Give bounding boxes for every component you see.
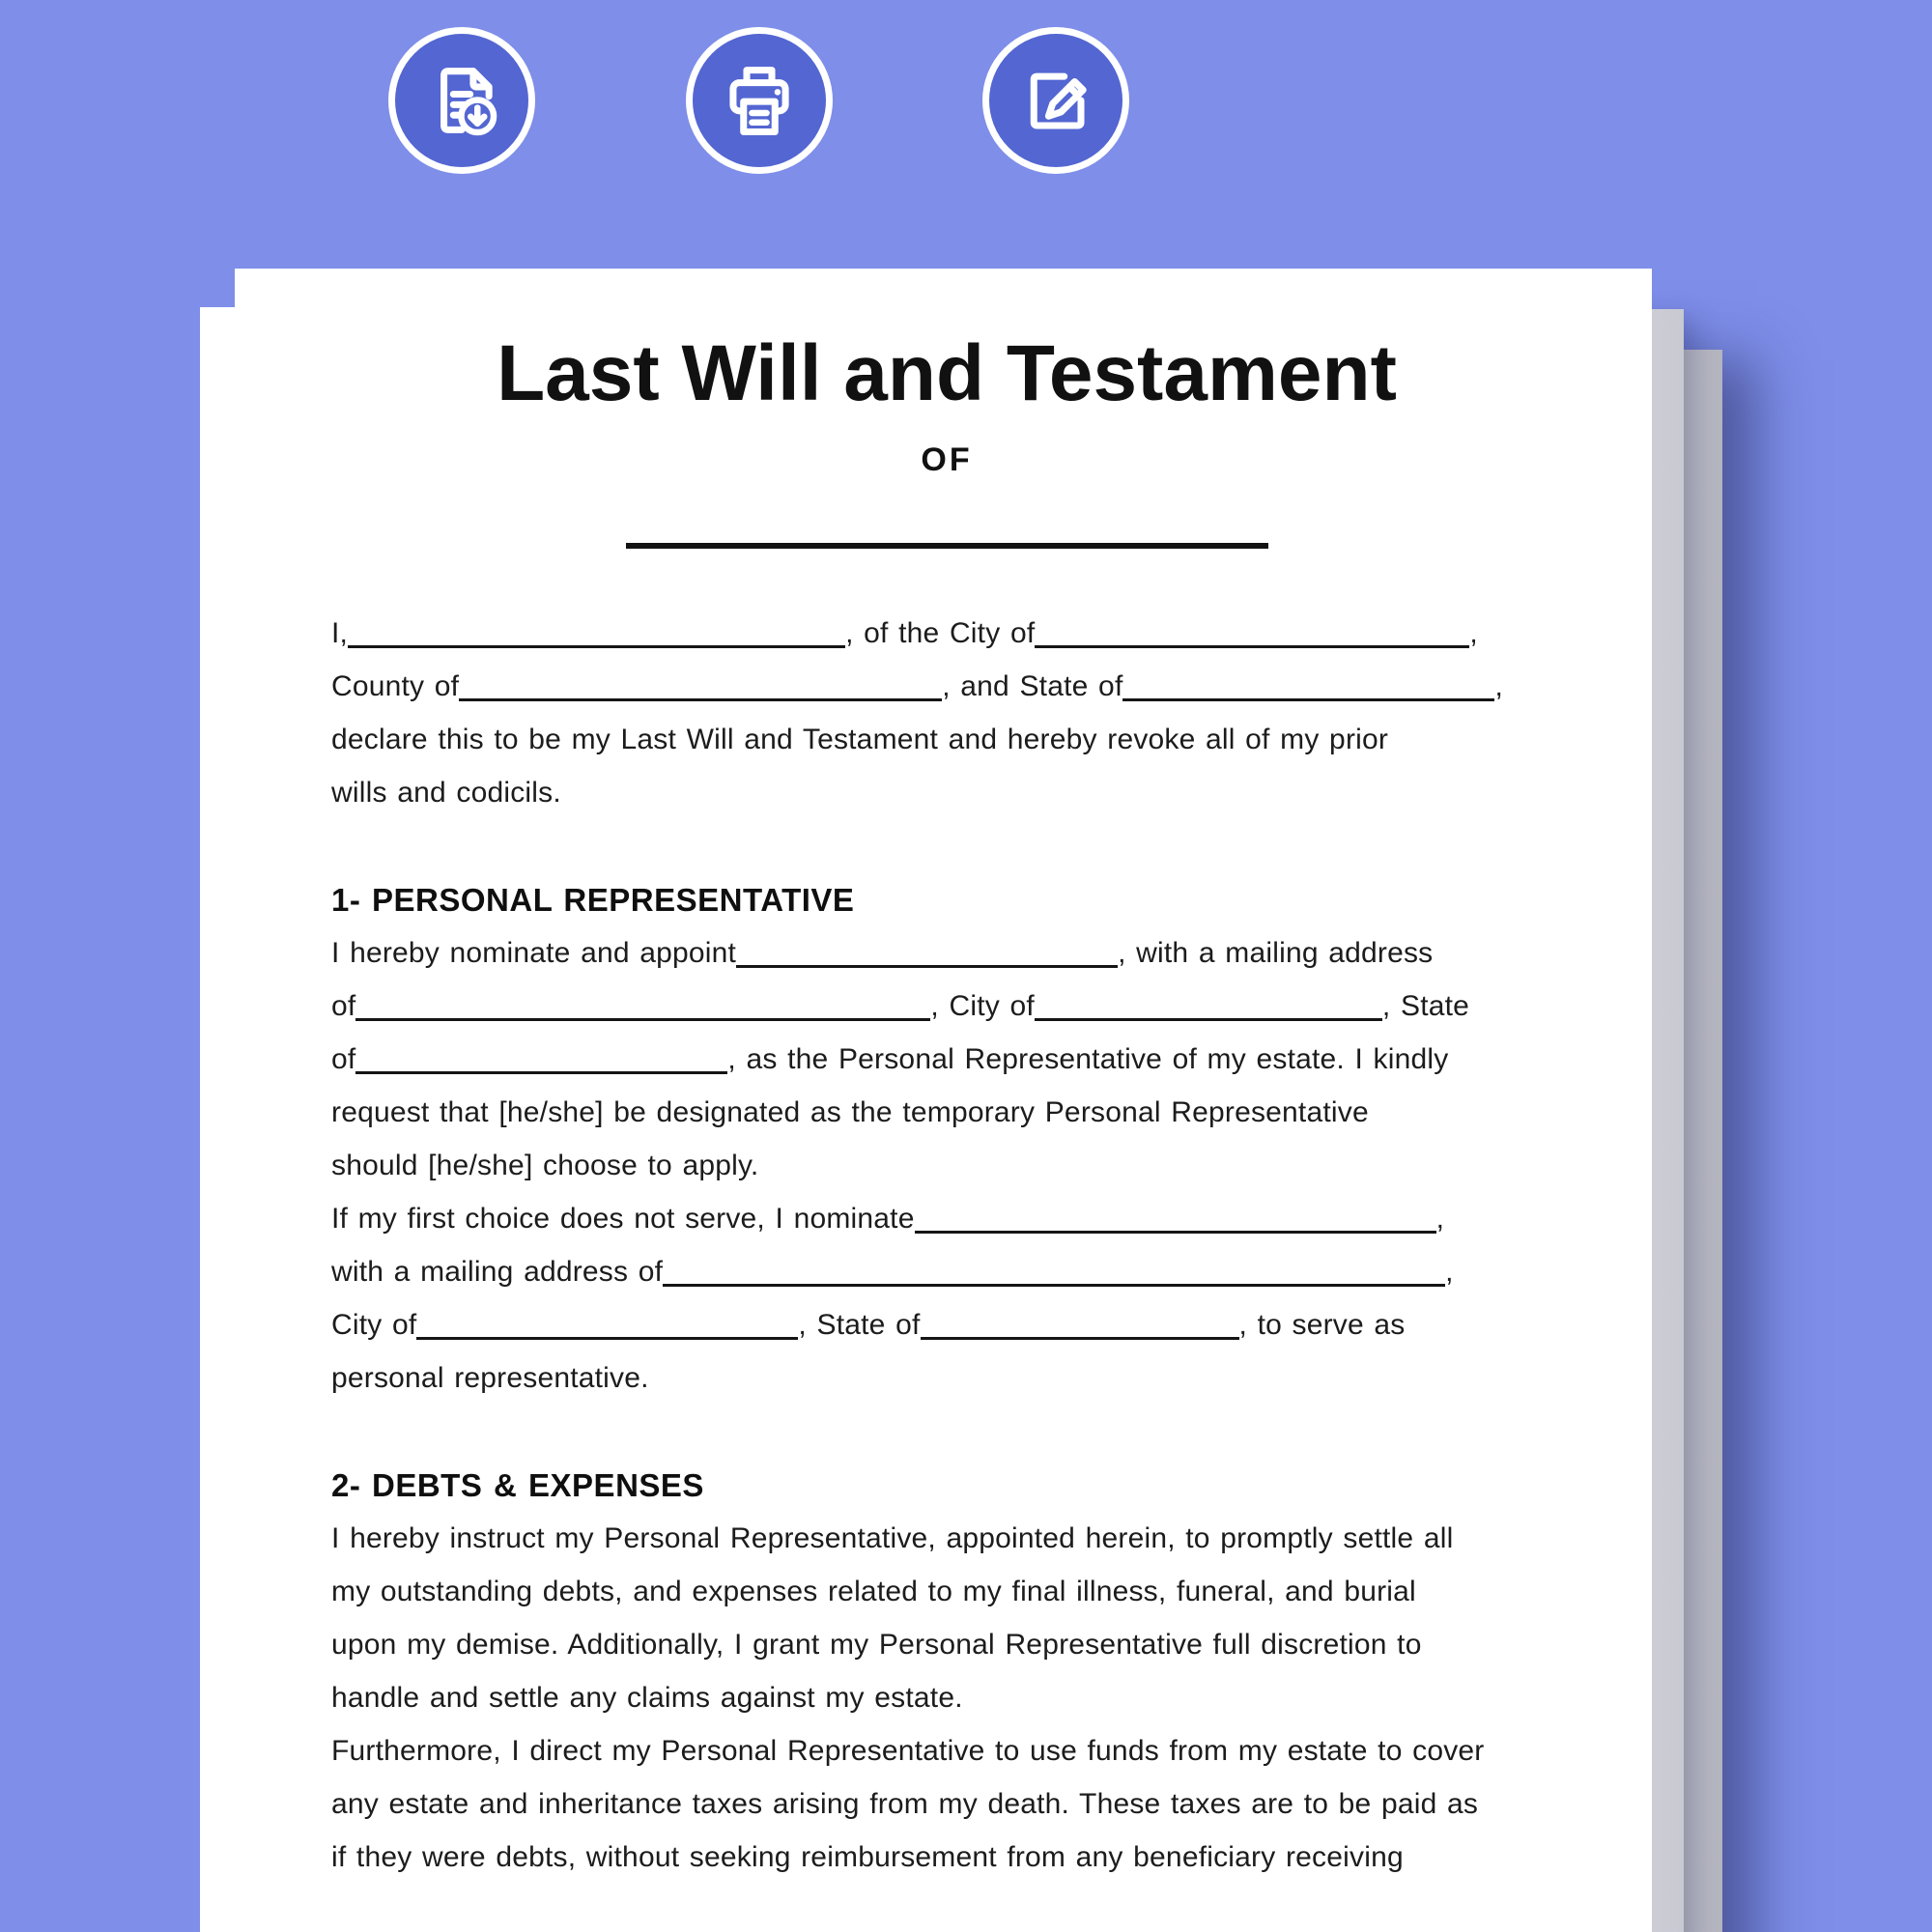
blank-field <box>348 645 845 648</box>
text-line <box>331 1618 1562 1671</box>
document-body <box>331 607 1562 1884</box>
section-heading: 1- PERSONAL REPRESENTATIVE <box>331 881 855 918</box>
line-text: I hereby instruct my Personal Representative, appointed herein, to promptly settle all <box>331 1521 1454 1554</box>
text-line <box>331 1671 1562 1724</box>
download-button[interactable] <box>388 27 535 174</box>
blank-field <box>663 1284 1445 1287</box>
text-line <box>331 1139 1562 1192</box>
line-text: , State of <box>798 1308 921 1341</box>
document-of-label: OF <box>921 440 973 478</box>
text-line <box>331 1831 1562 1884</box>
print-icon <box>709 50 810 151</box>
blank-field <box>921 1337 1239 1340</box>
blank-field <box>736 965 1118 968</box>
line-text: , as the Personal Representative of my estate. I kindly <box>727 1042 1449 1075</box>
text-line <box>331 1565 1562 1618</box>
text-line <box>331 1192 1562 1245</box>
line-text: , of the City of <box>845 616 1036 649</box>
line-text: upon my demise. Additionally, I grant my Personal Representative full discretion to <box>331 1628 1422 1661</box>
line-text: I hereby nominate and appoint <box>331 936 737 969</box>
line-text: any estate and inheritance taxes arising from my death. These taxes are to be paid as <box>331 1787 1479 1820</box>
line-text: , City of <box>930 989 1035 1022</box>
blank-field <box>355 1018 930 1021</box>
text-line <box>331 660 1562 713</box>
line-text: City of <box>331 1308 417 1341</box>
line-text: If my first choice does not serve, I nominate <box>331 1202 915 1235</box>
line-text: , <box>1445 1255 1454 1288</box>
blank-field <box>1122 698 1494 701</box>
document-title: Last Will and Testament <box>497 329 1397 417</box>
line-text: I, <box>331 616 349 649</box>
name-blank-line <box>626 543 1268 549</box>
line-text: declare this to be my Last Will and Testament and hereby revoke all of my prior <box>331 723 1389 755</box>
text-line <box>331 766 1562 819</box>
download-document-icon <box>412 50 512 151</box>
blank-field <box>915 1231 1436 1234</box>
document-page <box>200 307 1620 1932</box>
edit-icon <box>1006 50 1106 151</box>
blank-field <box>416 1337 798 1340</box>
line-text: should [he/she] choose to apply. <box>331 1149 759 1181</box>
text-line <box>331 980 1562 1033</box>
line-text: request that [he/she] be designated as the temporary Personal Representative <box>331 1095 1369 1128</box>
line-text: of <box>331 989 356 1022</box>
text-line <box>331 926 1562 980</box>
text-line <box>331 713 1562 766</box>
line-text: handle and settle any claims against my estate. <box>331 1681 963 1714</box>
line-text: , State <box>1381 989 1470 1022</box>
line-text: , and State of <box>942 669 1123 702</box>
line-text: with a mailing address of <box>331 1255 664 1288</box>
text-line <box>331 1245 1562 1298</box>
line-text: , to serve as <box>1238 1308 1406 1341</box>
edit-button[interactable] <box>982 27 1129 174</box>
text-line <box>331 1033 1562 1086</box>
line-text: my outstanding debts, and expenses related to my final illness, funeral, and burial <box>331 1575 1416 1607</box>
text-line <box>331 607 1562 660</box>
section-heading: 2- DEBTS & EXPENSES <box>331 1466 704 1503</box>
line-text: , <box>1494 669 1504 702</box>
text-line <box>331 1351 1562 1405</box>
blank-field <box>459 698 942 701</box>
blank-field <box>355 1071 727 1074</box>
line-text: of <box>331 1042 356 1075</box>
blank-field <box>1035 645 1469 648</box>
line-text: wills and codicils. <box>331 776 561 809</box>
print-button[interactable] <box>686 27 833 174</box>
line-text: Furthermore, I direct my Personal Representative to use funds from my estate to cover <box>331 1734 1485 1767</box>
text-line <box>331 1777 1562 1831</box>
blank-field <box>1035 1018 1382 1021</box>
line-text: County of <box>331 669 460 702</box>
line-text: , <box>1435 1202 1445 1235</box>
line-text: , <box>1469 616 1478 649</box>
line-text: personal representative. <box>331 1361 649 1394</box>
text-line <box>331 1298 1562 1351</box>
text-line <box>331 1724 1562 1777</box>
line-text: , with a mailing address <box>1118 936 1434 969</box>
text-line <box>331 1512 1562 1565</box>
line-text: if they were debts, without seeking reimbursement from any beneficiary receiving <box>331 1840 1404 1873</box>
text-line <box>331 1086 1562 1139</box>
